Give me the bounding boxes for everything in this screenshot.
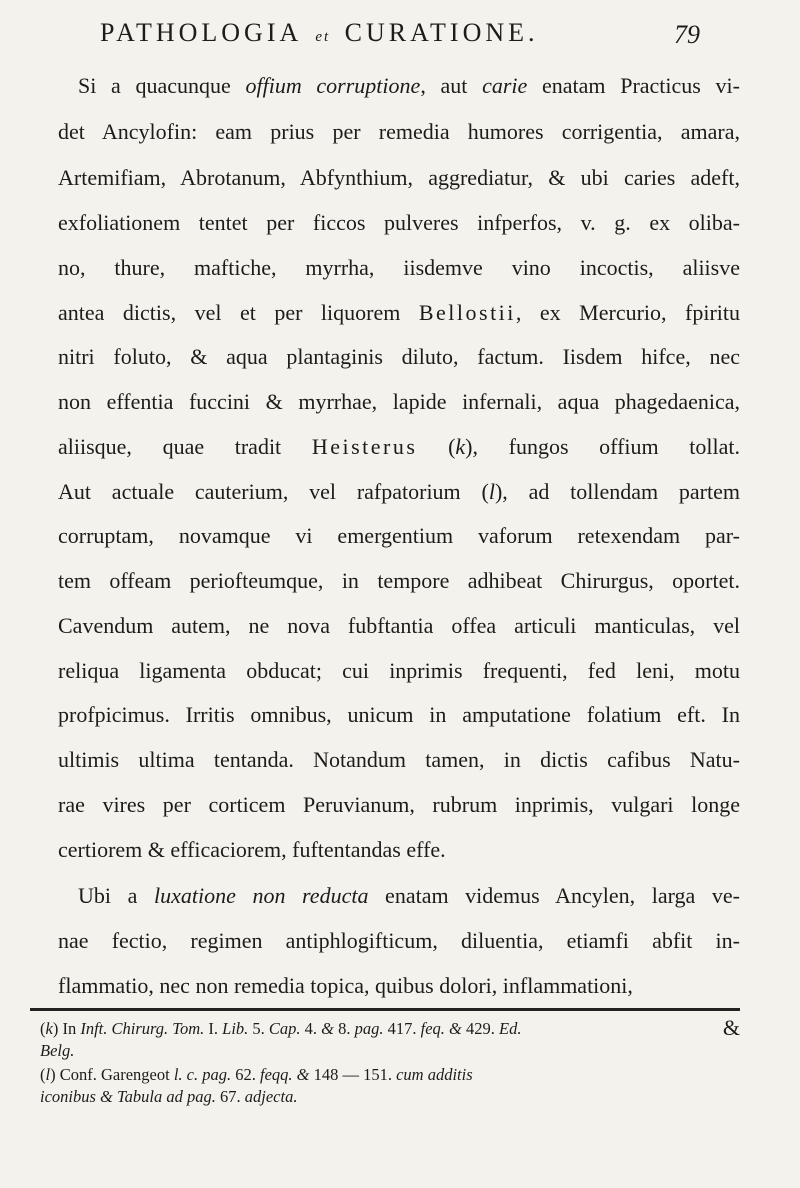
footnote-line <box>40 1018 521 1040</box>
text-run: nae fectio, regimen antiphlogifticum, diluentia, etiamfi abfit in- <box>58 928 740 953</box>
italic-run: k <box>45 1019 53 1038</box>
text-run: , ex Mercurio, fpiritu <box>515 300 741 325</box>
text-run: exfoliationem tentet per ficcos pulveres infperfos, v. g. ex oliba- <box>58 210 740 235</box>
italic-run: Cap. <box>268 1019 301 1038</box>
text-run: 5. <box>248 1019 269 1038</box>
text-run: I. <box>204 1019 223 1038</box>
text-line <box>58 972 740 1000</box>
text-run: 62. <box>231 1065 260 1084</box>
text-run: , aut <box>420 73 483 98</box>
text-run: 4. <box>300 1019 322 1038</box>
text-line <box>58 343 740 371</box>
text-run: profpicimus. Irritis omnibus, unicum in amputatione folatium eft. In <box>58 702 740 727</box>
italic-run: offium corruptione <box>245 73 421 98</box>
text-run: ultimis ultima tentanda. Notandum tamen, in dictis cafibus Natu- <box>58 747 740 772</box>
text-line <box>58 836 740 864</box>
text-run: nitri foluto, & aqua plantaginis diluto, factum. Iisdem hifce, nec <box>58 344 740 369</box>
text-run: 417. <box>383 1019 421 1038</box>
text-run: flammatio, nec non remedia topica, quibus dolori, inflammationi, <box>58 973 633 998</box>
text-line <box>58 478 740 506</box>
text-line <box>58 209 740 237</box>
italic-run: Ed. <box>499 1019 522 1038</box>
text-run: enatam videmus Ancylen, larga ve- <box>368 883 741 908</box>
text-run: ) Conf. <box>50 1065 101 1084</box>
text-line <box>58 433 740 461</box>
text-run: ( <box>417 434 456 459</box>
text-run: corruptam, novamque vi emergentium vaforum retexendam par- <box>58 523 740 548</box>
italic-run: Belg. <box>40 1041 75 1060</box>
text-line <box>58 567 740 595</box>
footnote-rule <box>30 1008 740 1011</box>
italic-run: Lib. <box>222 1019 249 1038</box>
italic-run: Inft. Chirurg. Tom. <box>80 1019 205 1038</box>
text-run: enatam Practicus vi- <box>527 73 740 98</box>
text-line <box>78 882 740 910</box>
text-line <box>58 388 740 416</box>
running-head-et: et <box>315 29 331 45</box>
italic-run: k <box>455 434 466 459</box>
page-number: 79 <box>674 20 700 49</box>
text-run: 148 — 151. <box>309 1065 397 1084</box>
text-line <box>58 612 740 640</box>
italic-run: adjecta. <box>244 1087 298 1106</box>
text-run: Ubi a <box>78 883 154 908</box>
text-line <box>58 254 740 282</box>
italic-run: l. c. pag. <box>173 1065 232 1084</box>
italic-run: l <box>488 479 495 504</box>
text-run: Si a quacunque <box>78 73 246 98</box>
text-run: ( <box>40 1065 46 1084</box>
running-head-right: CURATIONE. <box>344 18 539 47</box>
italic-run: & <box>321 1019 335 1038</box>
spaced-name: Bellostii <box>418 300 516 325</box>
text-run: ), fungos offium tollat. <box>465 434 741 459</box>
text-run: ), ad tollendam partem <box>494 479 740 504</box>
text-run: rae vires per corticem Peruvianum, rubrum inprimis, vulgari longe <box>58 792 740 817</box>
text-run: aliisque, quae tradit <box>58 434 312 459</box>
italic-run: carie <box>482 73 528 98</box>
text-run: non effentia fuccini & myrrhae, lapide infernali, aqua phagedaenica, <box>58 389 740 414</box>
footnote-line <box>40 1086 297 1108</box>
italic-run: l <box>45 1065 51 1084</box>
spaced-name: Garengeot <box>100 1065 170 1084</box>
running-head-title <box>100 18 539 48</box>
text-run: tem offeam periofteumque, in tempore adhibeat Chirurgus, oportet. <box>58 568 740 593</box>
text-run: no, thure, maftiche, myrrha, iisdemve vino incoctis, aliisve <box>58 255 740 280</box>
text-run: Aut actuale cauterium, vel rafpatorium ( <box>58 479 489 504</box>
text-line <box>58 657 740 685</box>
text-run: certiorem & efficaciorem, fuftentandas effe. <box>58 837 446 862</box>
text-run: 67. <box>215 1087 245 1106</box>
text-line <box>78 72 740 100</box>
italic-run: pag. <box>354 1019 384 1038</box>
text-line <box>58 164 740 192</box>
text-line <box>58 791 740 819</box>
text-run: ( <box>40 1019 46 1038</box>
text-run: antea dictis, vel et per liquorem <box>58 300 419 325</box>
text-line <box>58 746 740 774</box>
spaced-name: Heisterus <box>311 434 418 459</box>
italic-run: luxatione non reducta <box>153 883 369 908</box>
text-run: Cavendum autem, ne nova fubftantia offea articuli manticulas, vel <box>58 613 740 638</box>
text-run: & <box>722 1015 740 1040</box>
text-line <box>58 927 740 955</box>
text-run: 8. <box>334 1019 355 1038</box>
text-line <box>58 299 740 327</box>
footnote-line <box>40 1064 473 1086</box>
italic-run: cum additis <box>396 1065 473 1084</box>
text-run: Artemifiam, Abrotanum, Abfynthium, aggrediatur, & ubi caries adeft, <box>58 165 740 190</box>
text-run: ) In <box>52 1019 81 1038</box>
running-head-left: PATHOLOGIA <box>100 18 301 47</box>
text-line <box>58 701 740 729</box>
italic-run: iconibus & Tabula ad pag. <box>40 1087 216 1106</box>
text-run: 429. <box>461 1019 500 1038</box>
text-line <box>58 522 740 550</box>
italic-run: feqq. & <box>259 1065 310 1084</box>
italic-run: feq. & <box>420 1019 462 1038</box>
text-line <box>58 118 740 146</box>
text-run: det Ancylofin: eam prius per remedia humores corrigentia, amara, <box>58 119 740 144</box>
text-run: reliqua ligamenta obducat; cui inprimis frequenti, fed leni, motu <box>58 658 740 683</box>
running-head <box>100 18 700 58</box>
footnote-line <box>40 1040 74 1062</box>
